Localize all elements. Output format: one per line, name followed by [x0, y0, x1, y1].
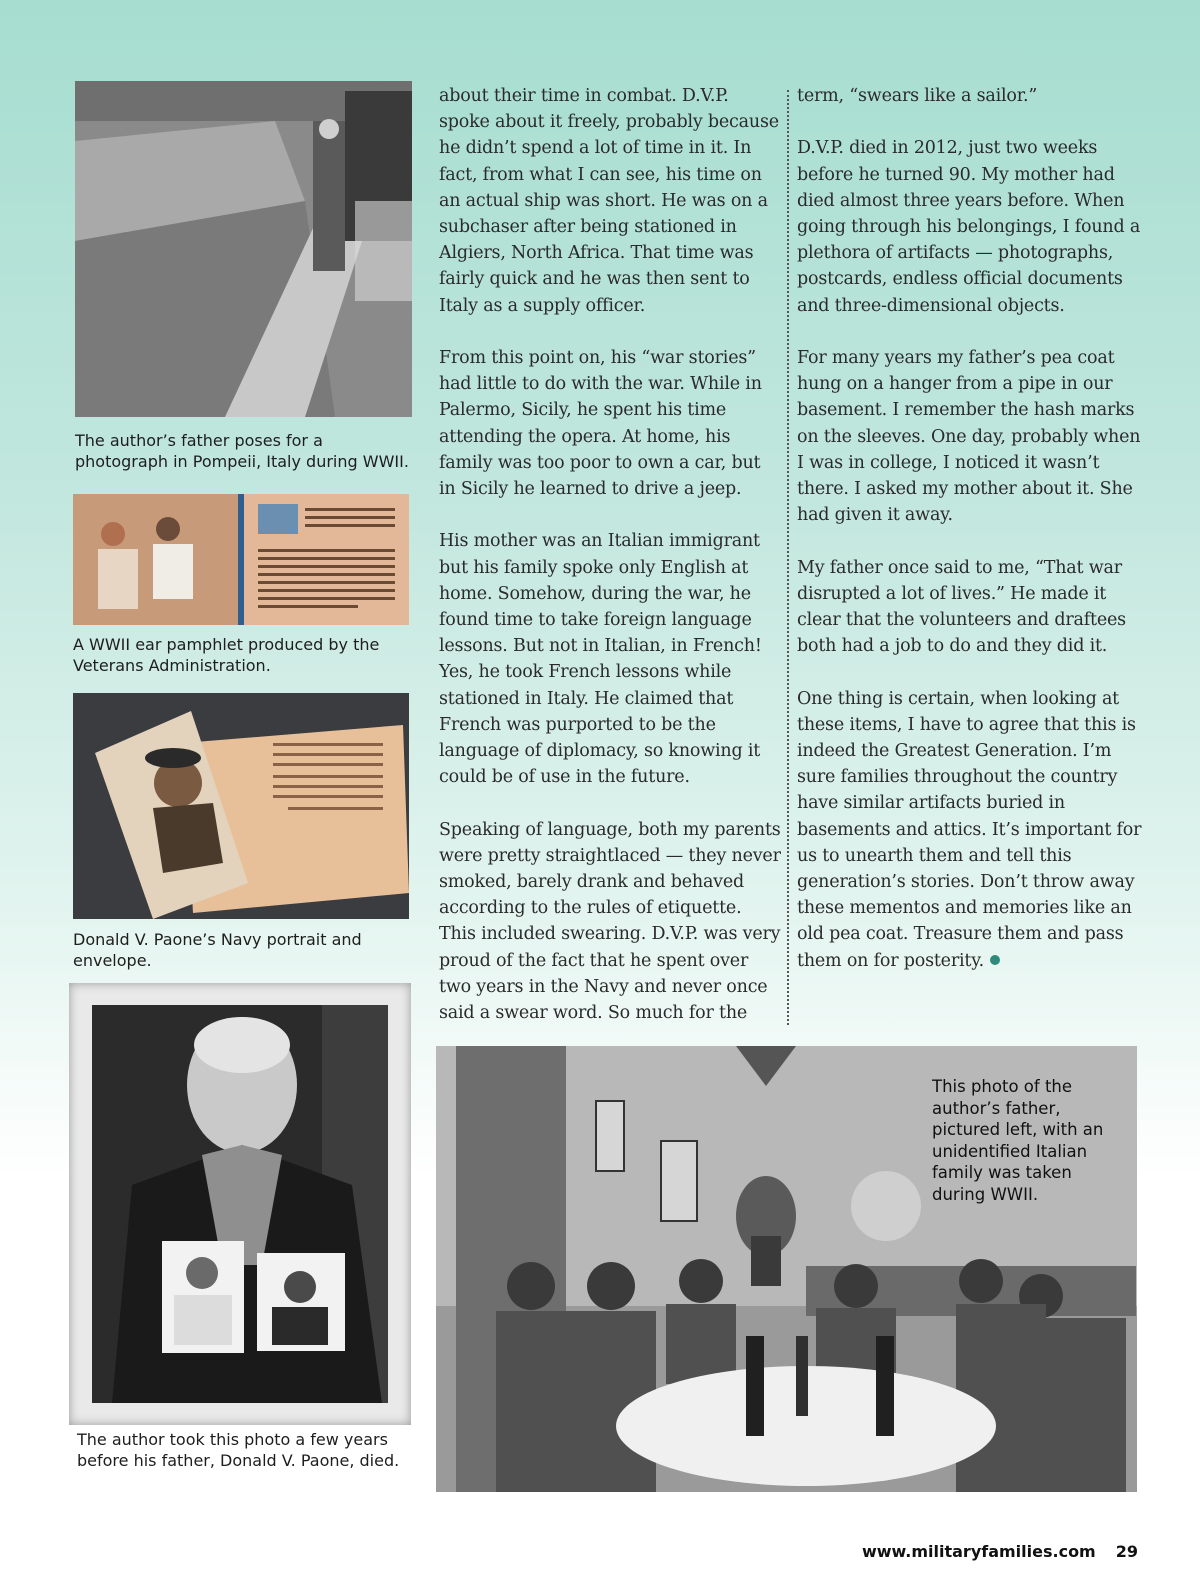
- article-paragraph: term, “swears like a sailor.”: [797, 86, 1038, 106]
- navy-portrait-caption: Donald V. Paone’s Navy portrait and envelope.: [73, 930, 362, 970]
- pamphlet-caption: A WWII ear pamphlet produced by the Veterans Administration.: [73, 635, 380, 675]
- article-paragraph: His mother was an Italian immigrant but his family spoke only English at home. Somehow, during the war, he found time to take foreign language lessons. But not in Italian, in French! Yes, he took French lessons while stationed in Italy. He claimed that French was purported to be the language of diplomacy, so knowing it could be of use in the future.: [439, 531, 762, 788]
- navy-portrait-photo: [73, 693, 409, 919]
- article-paragraph: D.V.P. died in 2012, just two weeks before he turned 90. My mother had died almost three years before. When going through his belongings, I found a plethora of artifacts — photographs, postcards, endless official documents and three-dimensional objects.: [797, 138, 1141, 316]
- pamphlet-photo: [73, 494, 409, 625]
- footer-url[interactable]: www.militaryfamilies.com: [861, 1542, 1096, 1561]
- article-final-text: One thing is certain, when looking at these items, I have to agree that this is indeed the Greatest Generation. I’m sure families throughout the country have similar artifacts buried in basements and attics. It’s important for us to unearth them and tell this generation’s stories. Don’t throw away these mementos and memories like an old pea coat. Treasure them and pass them on for posterity.: [797, 688, 1142, 971]
- article-paragraph: Speaking of language, both my parents were pretty straightlaced — they never smoked, barely drank and behaved according to the rules of etiquette. This included swearing. D.V.P. was very proud of the fact that he spent over two years in the Navy and never once said a swear word. So much for the: [439, 819, 781, 1024]
- article-paragraph: about their time in combat. D.V.P. spoke about it freely, probably because he didn’t spend a lot of time in it. In fact, from what I can see, his time on an actual ship was short. He was on a subchaser after being stationed in Algiers, North Africa. That time was fairly quick and he was then sent to Italy as a supply officer.: [439, 86, 779, 316]
- article-column-2: [797, 83, 1142, 974]
- page-footer: [862, 1542, 1138, 1561]
- family-photo-caption: This photo of the author’s father, pictured left, with an unidentified Italian family was taken during WWII.: [932, 1077, 1104, 1204]
- author-photo: [92, 1005, 388, 1403]
- column-divider: [787, 90, 789, 1025]
- article-paragraph: My father once said to me, “That war disrupted a lot of lives.” He made it clear that the volunteers and draftees both had a job to do and they did it.: [797, 557, 1126, 657]
- article-final-paragraph: [797, 686, 1142, 974]
- page-number: 29: [1115, 1542, 1138, 1561]
- pompeii-caption: The author’s father poses for a photograph in Pompeii, Italy during WWII.: [75, 431, 409, 471]
- pompeii-photo: [75, 81, 412, 417]
- article-paragraph: For many years my father’s pea coat hung on a hanger from a pipe in our basement. I remember the hash marks on the sleeves. One day, probably when I was in college, I noticed it wasn’t there. I asked my mother about it. She had given it away.: [797, 348, 1141, 526]
- article-column-1: [439, 83, 781, 1026]
- end-mark-icon: [990, 955, 1000, 965]
- article-paragraph: From this point on, his “war stories” had little to do with the war. While in Palermo, Sicily, he spent his time attending the opera. At home, his family was too poor to own a car, but in Sicily he learned to drive a jeep.: [439, 348, 762, 500]
- author-photo-caption: The author took this photo a few years before his father, Donald V. Paone, died.: [77, 1430, 400, 1470]
